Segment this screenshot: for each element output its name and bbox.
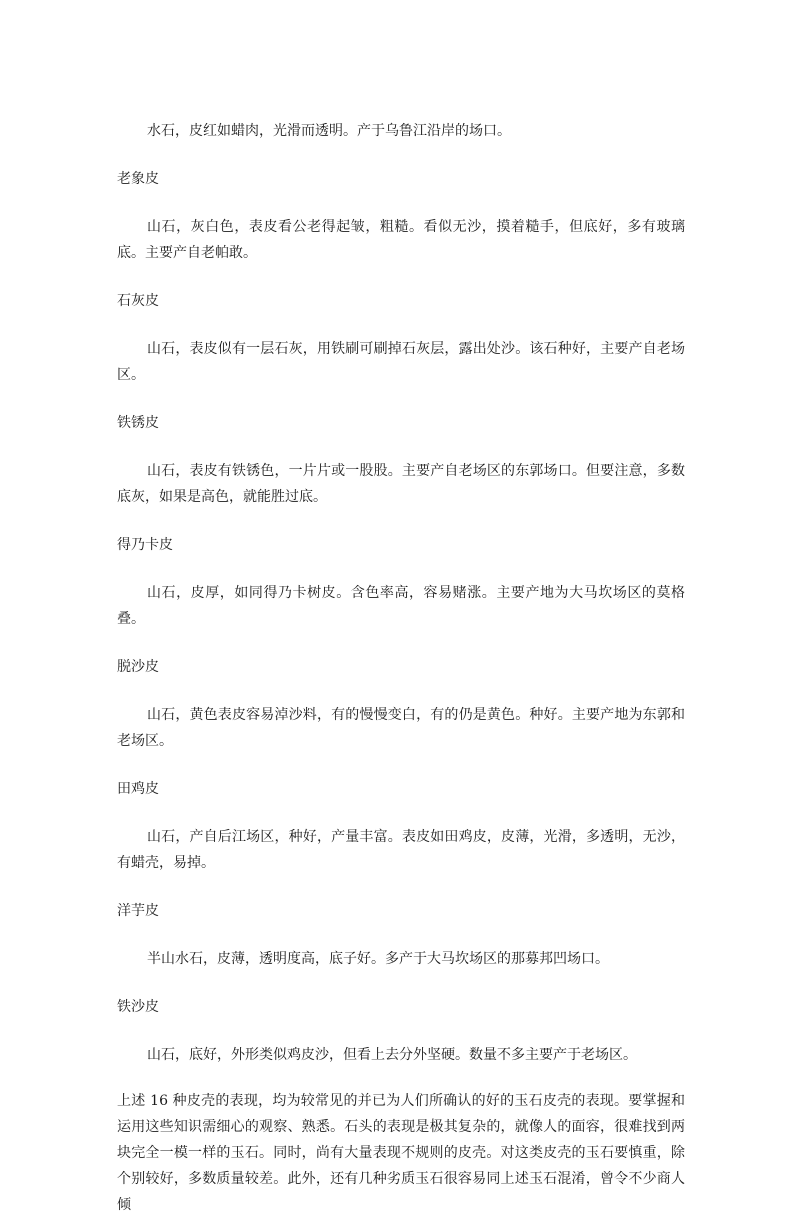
section-yang-yu-pi xyxy=(117,898,685,972)
section-paragraph: 山石，表皮有铁锈色，一片片或一股股。主要产自老场区的东郭场口。但要注意，多数底灰，如果是高色，就能胜过底。 xyxy=(117,463,685,505)
section-paragraph: 山石，皮厚，如同得乃卡树皮。含色率高，容易赌涨。主要产地为大马坎场区的莫格叠。 xyxy=(117,585,685,627)
section-paragraph: 山石，表皮似有一层石灰，用铁刷可刷掉石灰层，露出处沙。该石种好，主要产自老场区。 xyxy=(117,341,685,383)
section-tian-ji-pi xyxy=(117,776,685,876)
section-heading: 铁锈皮 xyxy=(117,415,159,431)
section-shi-hui-pi xyxy=(117,288,685,388)
section-tie-sha-pi xyxy=(117,994,685,1068)
section-de-nai-ka-pi xyxy=(117,532,685,632)
section-heading: 铁沙皮 xyxy=(117,999,159,1015)
section-heading: 脱沙皮 xyxy=(117,659,159,675)
section-heading: 石灰皮 xyxy=(117,293,159,309)
document-body xyxy=(117,118,685,1232)
section-paragraph: 半山水石，皮薄，透明度高，底子好。多产于大马坎场区的那募邦凹场口。 xyxy=(147,951,609,967)
intro-paragraph: 水石，皮红如蜡肉，光滑而透明。产于乌鲁江沿岸的场口。 xyxy=(147,123,511,139)
summary-paragraph: 上述 16 种皮壳的表现，均为较常见的并已为人们所确认的好的玉石皮壳的表现。要掌握和运用这些知识需细心的观察、熟悉。石头的表现是极其复杂的，就像人的面容，很难找到两块完全一模一样的玉石。同时，尚有大量表现不规则的皮壳。对这类皮壳的玉石要慎重，除个别较好，多数质量较差。此外，还有几种劣质玉石很容易同上述玉石混淆，曾令不少商人倾 xyxy=(117,1093,685,1213)
section-heading: 得乃卡皮 xyxy=(117,537,173,553)
section-lao-xiang-pi xyxy=(117,166,685,266)
section-tie-xiu-pi xyxy=(117,410,685,510)
section-paragraph: 山石，产自后江场区，种好，产量丰富。表皮如田鸡皮，皮薄，光滑，多透明，无沙，有蜡壳，易掉。 xyxy=(117,829,685,871)
section-heading: 老象皮 xyxy=(117,171,159,187)
section-tuo-sha-pi xyxy=(117,654,685,754)
section-paragraph: 山石，黄色表皮容易淖沙料，有的慢慢变白，有的仍是黄色。种好。主要产地为东郭和老场区。 xyxy=(117,707,685,749)
section-paragraph: 山石，底好，外形类似鸡皮沙，但看上去分外坚硬。数量不多主要产于老场区。 xyxy=(147,1047,637,1063)
section-heading: 田鸡皮 xyxy=(117,781,159,797)
section-paragraph: 山石，灰白色，表皮看公老得起皱，粗糙。看似无沙，摸着糙手，但底好，多有玻璃底。主要产自老帕敢。 xyxy=(117,219,685,261)
section-heading: 洋芋皮 xyxy=(117,903,159,919)
